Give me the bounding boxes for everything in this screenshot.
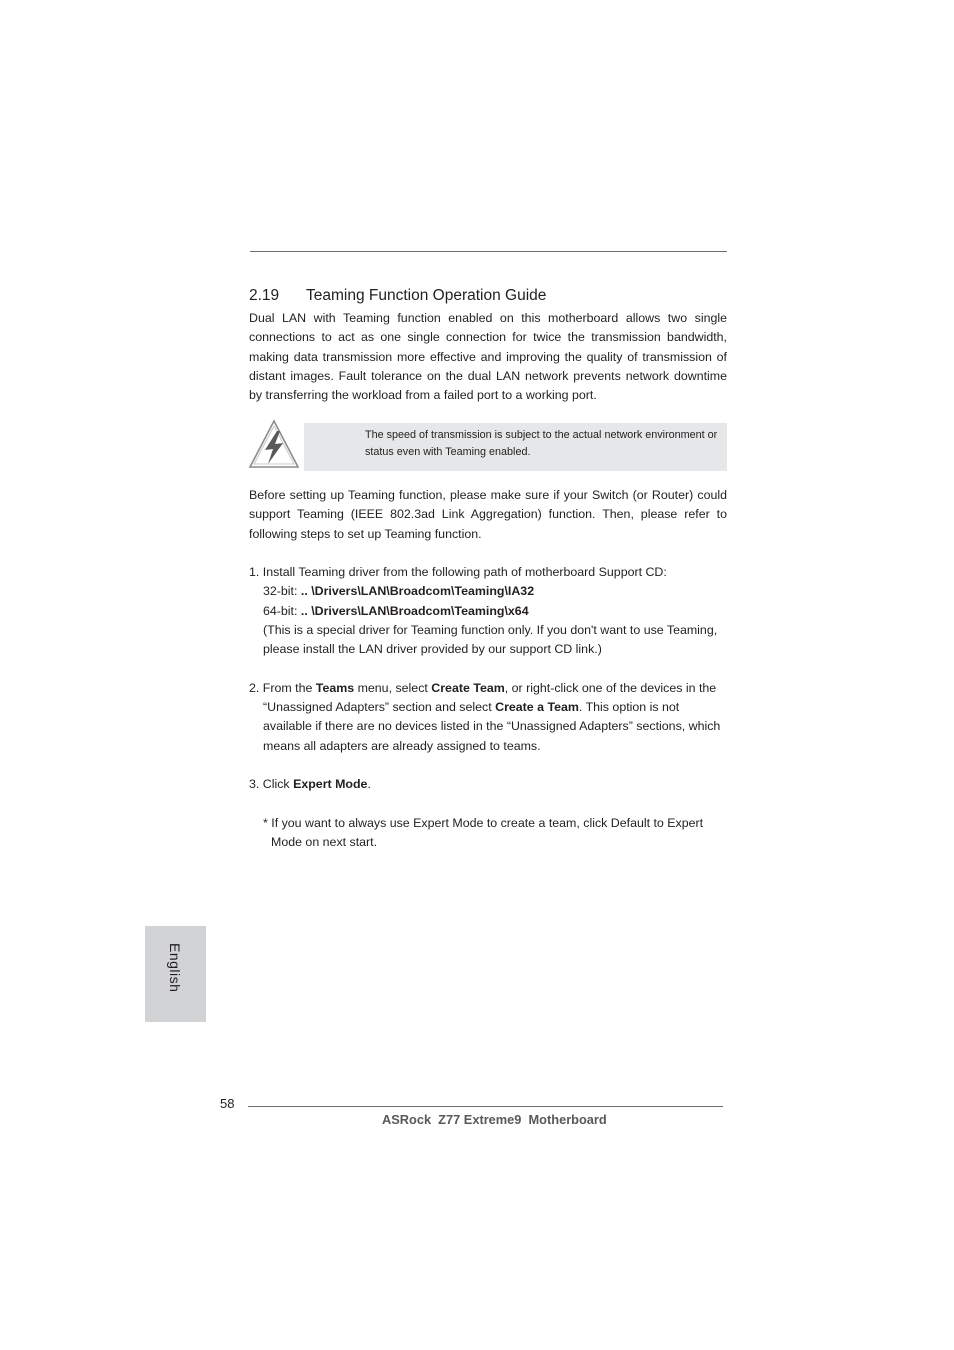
step-2-text-b: menu, select — [354, 680, 432, 695]
path-64bit-value: .. \Drivers\LAN\Broadcom\Teaming\x64 — [300, 603, 529, 618]
path-32bit-value: .. \Drivers\LAN\Broadcom\Teaming\IA32 — [300, 584, 535, 599]
create-a-team-label: Create a Team — [495, 700, 579, 715]
step-1-lead: 1. Install Teaming driver from the following path of motherboard Support CD: — [249, 565, 667, 579]
section-title: Teaming Function Operation Guide — [306, 287, 547, 304]
step-2-text-c: , or right-click one of the devices in the “Unassigned Adapters” section and select — [263, 680, 717, 715]
teams-menu-label: Teams — [315, 680, 355, 695]
tip — [249, 814, 729, 853]
step-1 — [249, 563, 729, 659]
path-32bit — [249, 582, 729, 601]
tip-text: * If you want to always use Expert Mode to create a team, click Default to Expert Mode on next start. — [263, 815, 704, 850]
step-2-text-a: 2. From the — [249, 680, 316, 695]
intro-paragraph: Dual LAN with Teaming function enabled on this motherboard allows two single connections to act as one single connection for twice the transmission bandwidth, making data transmission more effective and improving the quality of transmission of distant images. Fault tolerance on the dual LAN network prevents network downtime by transferring the workload from a failed port to a working port. — [249, 311, 727, 403]
step-3-text-b: . — [367, 777, 371, 792]
footer-product: ASRock Z77 Extreme9 Motherboard — [382, 1112, 607, 1127]
create-team-label: Create Team — [431, 680, 505, 695]
bottom-divider — [248, 1106, 723, 1107]
warning-icon — [248, 419, 300, 469]
page-number: 58 — [220, 1096, 235, 1111]
before-setup-paragraph: Before setting up Teaming function, please make sure if your Switch (or Router) could support Teaming (IEEE 802.3ad Link Aggregation) function. Then, please refer to following steps to set up Teaming function. — [249, 488, 727, 541]
step-2-text — [249, 679, 729, 756]
top-divider — [250, 251, 727, 252]
section-heading — [249, 287, 546, 305]
expert-mode-label: Expert Mode — [293, 777, 368, 792]
language-tab-label: English — [167, 943, 183, 993]
path-32bit-label: 32-bit: — [263, 584, 301, 599]
step-2 — [249, 679, 729, 756]
path-64bit-label: 64-bit: — [263, 603, 301, 618]
caution-note — [304, 423, 727, 471]
path-64bit — [249, 602, 729, 621]
section-number: 2.19 — [249, 287, 280, 304]
step-3 — [249, 775, 729, 794]
caution-text: The speed of transmission is subject to the actual network environment or status even with Teaming enabled. — [365, 429, 718, 458]
step-3-text-a: 3. Click — [249, 777, 294, 792]
step-2-text-d: . This option is not available if there are no devices listed in the “Unassigned Adapters” sections, which means all adapters are already assigned to teams. — [263, 700, 721, 753]
steps-list — [249, 563, 729, 872]
step-1-note: (This is a special driver for Teaming function only. If you don't want to use Teaming, please install the LAN driver provided by our support CD link.) — [263, 622, 718, 657]
